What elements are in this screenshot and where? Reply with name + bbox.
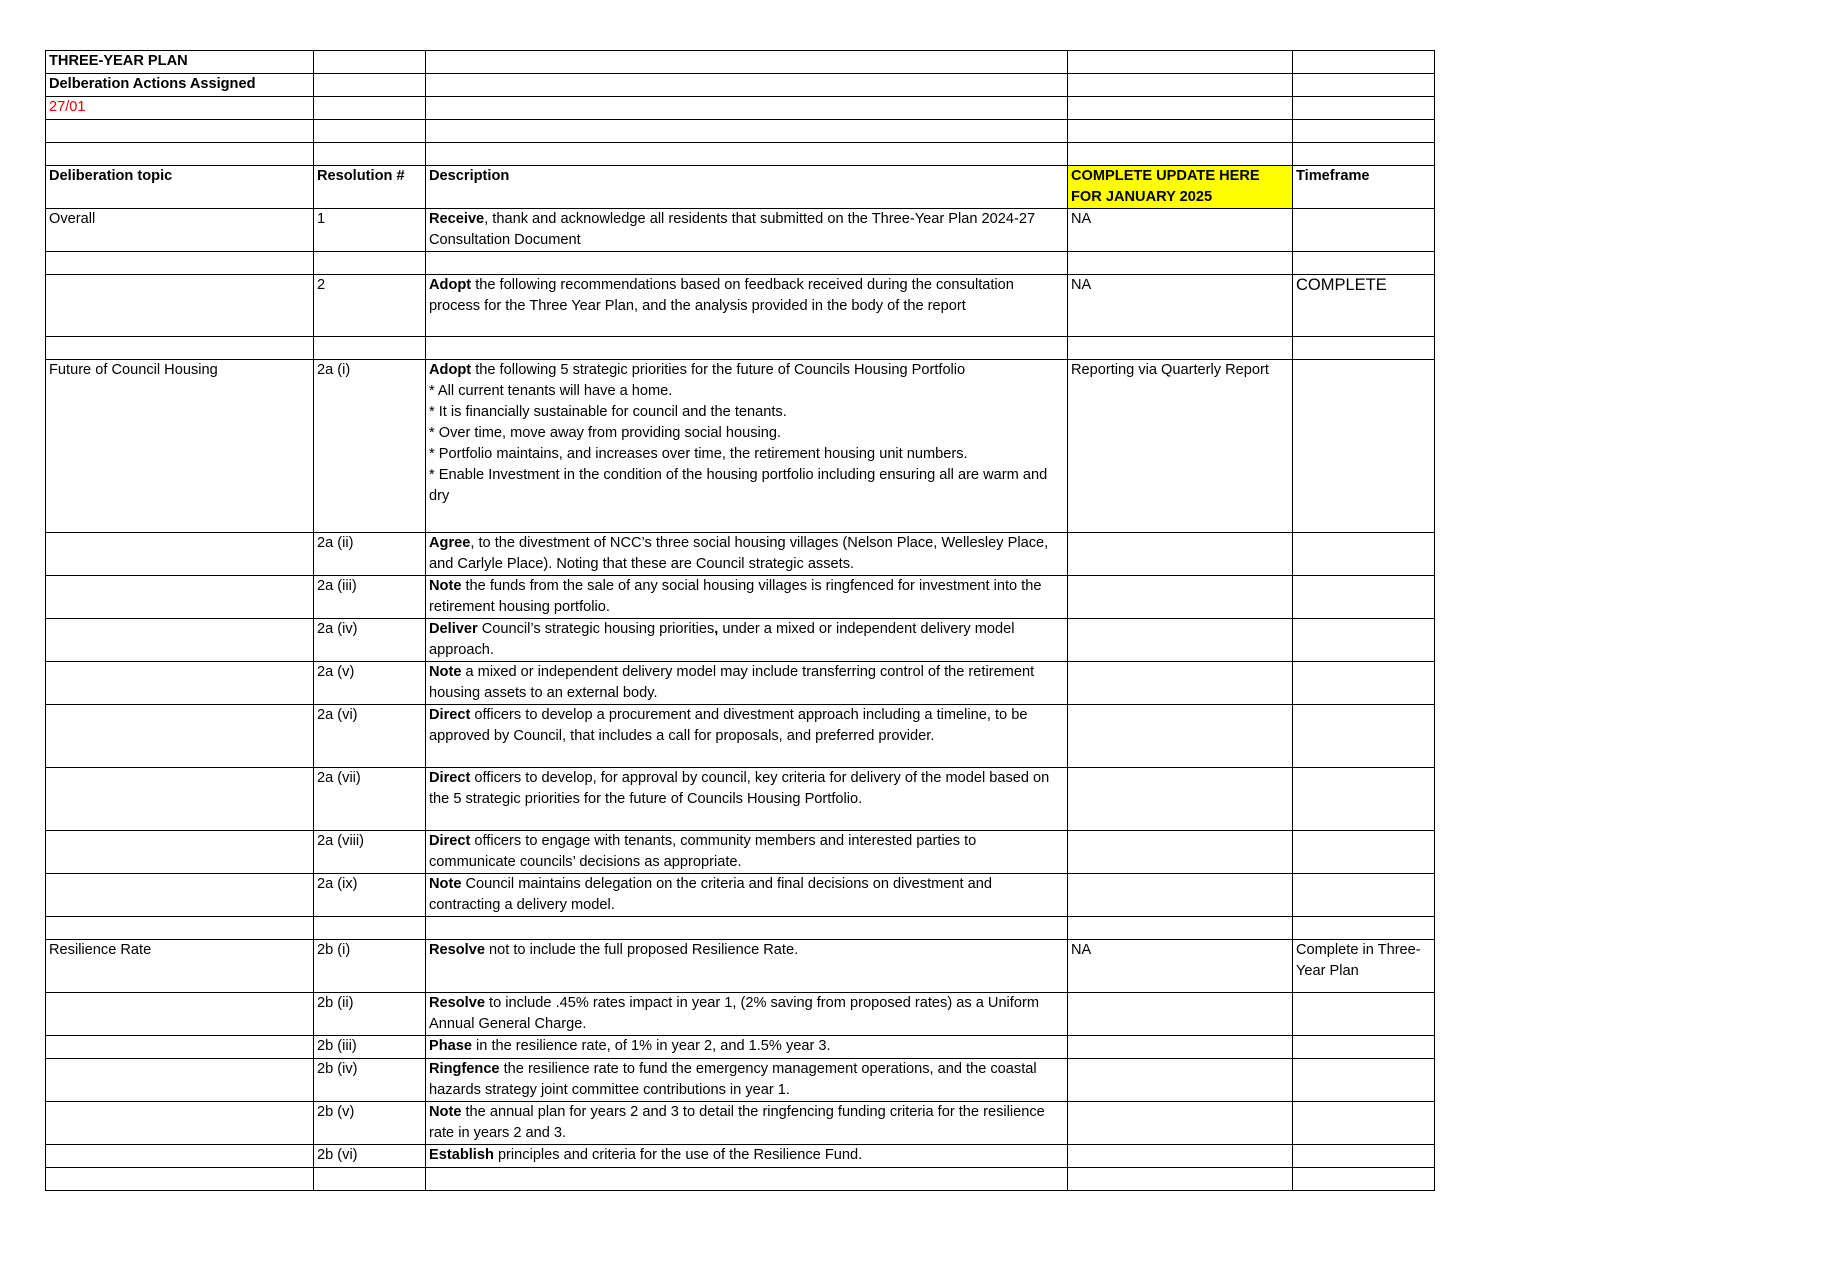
resolutions-sheet [45,50,1435,1191]
cell[interactable] [1293,1168,1435,1191]
description-comma: , [714,621,719,637]
update-cell[interactable] [1068,874,1293,917]
header-resolution[interactable]: Resolution # [314,166,426,209]
cell[interactable] [314,97,426,120]
timeframe-cell[interactable] [1293,874,1435,917]
timeframe-cell[interactable] [1293,1059,1435,1102]
table-row [46,874,1435,917]
description-text: a mixed or independent delivery model may include transferring control of the retirement housing assets to an external body. [429,664,1035,701]
description-text: officers to develop, for approval by council, key criteria for delivery of the model based on the 5 strategic priorities for the future of Councils Housing Portfolio. [429,770,1050,807]
description-cell[interactable] [426,360,1068,533]
cell[interactable] [1068,252,1293,275]
description-cell[interactable] [426,874,1068,917]
description-text: the funds from the sale of any social housing villages is ringfenced for investment into the retirement housing portfolio. [429,578,1042,615]
header-description[interactable]: Description [426,166,1068,209]
update-cell[interactable] [1068,1059,1293,1102]
cell[interactable] [1068,337,1293,360]
resolution-cell[interactable]: 2a (i) [314,360,426,533]
cell[interactable] [1068,917,1293,940]
cell[interactable] [1293,74,1435,97]
description-text: not to include the full proposed Resilience Rate. [484,942,799,958]
resolution-cell[interactable]: 2b (vi) [314,1145,426,1168]
description-text: the resilience rate to fund the emergency management operations, and the coastal hazards strategy joint committee contributions in year 1. [429,1061,1037,1098]
topic-cell[interactable] [46,533,314,576]
topic-cell[interactable] [46,831,314,874]
resolution-cell[interactable]: 2a (v) [314,662,426,705]
priority-bullet: * Over time, move away from providing social housing. [429,425,782,441]
empty-row [46,1168,1435,1191]
update-cell[interactable] [1068,705,1293,768]
action-verb: Agree [429,535,471,551]
cell[interactable] [314,917,426,940]
cell[interactable] [46,917,314,940]
action-verb: Adopt [429,362,472,378]
resolution-cell[interactable]: 2a (vi) [314,705,426,768]
timeframe-cell[interactable] [1293,1102,1435,1145]
description-text: Council maintains delegation on the criteria and final decisions on divestment and contracting a delivery model. [429,876,992,913]
cell[interactable] [426,97,1068,120]
description-text: officers to engage with tenants, community members and interested parties to communicate councils’ decisions as appropriate. [429,833,977,870]
resolution-cell[interactable]: 2b (iii) [314,1036,426,1059]
table-row [46,576,1435,619]
subtitle-row [46,74,1435,97]
cell[interactable] [314,252,426,275]
cell[interactable] [46,1168,314,1191]
table-row [46,209,1435,252]
cell[interactable] [1068,120,1293,143]
topic-cell[interactable] [46,619,314,662]
cell[interactable] [46,143,314,166]
cell[interactable] [1293,97,1435,120]
cell[interactable] [1068,51,1293,74]
timeframe-cell[interactable] [1293,1036,1435,1059]
topic-cell[interactable] [46,1036,314,1059]
action-verb: Adopt [429,277,472,293]
action-verb: Phase [429,1038,472,1054]
topic-cell[interactable] [46,768,314,831]
resolution-cell[interactable]: 2a (viii) [314,831,426,874]
timeframe-cell[interactable] [1293,993,1435,1036]
update-cell[interactable] [1068,768,1293,831]
timeframe-cell[interactable] [1293,360,1435,533]
empty-row [46,917,1435,940]
update-cell[interactable] [1068,1145,1293,1168]
table-row [46,705,1435,768]
empty-row [46,120,1435,143]
description-text: the following 5 strategic priorities for the future of Councils Housing Portfolio [471,362,966,378]
timeframe-cell[interactable] [1293,576,1435,619]
table-row [46,1102,1435,1145]
update-cell[interactable]: NA [1068,275,1293,337]
topic-cell[interactable] [46,662,314,705]
topic-cell[interactable] [46,1102,314,1145]
resolution-cell[interactable]: 2a (ix) [314,874,426,917]
timeframe-cell[interactable] [1293,1145,1435,1168]
cell[interactable] [426,51,1068,74]
cell[interactable] [1293,51,1435,74]
cell[interactable] [426,252,1068,275]
update-cell[interactable]: NA [1068,940,1293,993]
description-cell[interactable] [426,662,1068,705]
update-cell[interactable] [1068,662,1293,705]
empty-row [46,143,1435,166]
table-row [46,1059,1435,1102]
table-row [46,533,1435,576]
action-verb: Ringfence [429,1061,500,1077]
cell[interactable] [314,143,426,166]
cell[interactable] [1293,917,1435,940]
timeframe-cell[interactable] [1293,619,1435,662]
topic-cell[interactable] [46,874,314,917]
resolution-cell[interactable]: 2a (ii) [314,533,426,576]
header-topic[interactable]: Deliberation topic [46,166,314,209]
description-cell[interactable] [426,705,1068,768]
action-verb: Establish [429,1147,494,1163]
timeframe-cell[interactable]: COMPLETE [1293,275,1435,337]
sheet-title[interactable]: THREE-YEAR PLAN [46,51,314,74]
action-verb: Resolve [429,995,485,1011]
cell[interactable] [426,1168,1068,1191]
action-verb: Note [429,1104,462,1120]
update-cell[interactable] [1068,831,1293,874]
topic-cell[interactable] [46,993,314,1036]
cell[interactable] [426,917,1068,940]
table-row [46,768,1435,831]
description-cell[interactable] [426,209,1068,252]
table-row [46,360,1435,533]
description-cell[interactable] [426,1059,1068,1102]
update-cell[interactable] [1068,576,1293,619]
description-text: , thank and acknowledge all residents that submitted on the Three-Year Plan 2024-27 Consultation Document [429,211,1036,248]
update-cell[interactable]: Reporting via Quarterly Report [1068,360,1293,533]
cell[interactable] [46,337,314,360]
resolution-cell[interactable]: 2b (v) [314,1102,426,1145]
description-cell[interactable] [426,275,1068,337]
table-row [46,275,1435,337]
table-row [46,662,1435,705]
date-row [46,97,1435,120]
resolution-cell[interactable]: 2a (iv) [314,619,426,662]
cell[interactable] [314,74,426,97]
priority-bullet: * All current tenants will have a home. [429,383,673,399]
resolution-cell[interactable]: 2b (ii) [314,993,426,1036]
timeframe-cell[interactable] [1293,533,1435,576]
description-cell[interactable] [426,619,1068,662]
priority-bullet: * Portfolio maintains, and increases over time, the retirement housing unit numbers. [429,446,968,462]
cell[interactable] [1068,143,1293,166]
resolution-cell[interactable]: 2b (i) [314,940,426,993]
cell[interactable] [1068,1168,1293,1191]
priority-bullet: * It is financially sustainable for council and the tenants. [429,404,787,420]
update-cell[interactable]: NA [1068,209,1293,252]
cell[interactable] [426,337,1068,360]
sheet-date[interactable]: 27/01 [46,97,314,120]
description-cell[interactable] [426,768,1068,831]
table-row [46,1036,1435,1059]
description-cell[interactable] [426,533,1068,576]
cell[interactable] [426,143,1068,166]
header-timeframe[interactable]: Timeframe [1293,166,1435,209]
timeframe-cell[interactable] [1293,831,1435,874]
table-row [46,619,1435,662]
topic-cell[interactable] [46,576,314,619]
update-cell[interactable] [1068,619,1293,662]
action-verb: Receive [429,211,485,227]
cell[interactable] [1293,120,1435,143]
resolution-cell[interactable]: 1 [314,209,426,252]
resolution-cell[interactable]: 2 [314,275,426,337]
timeframe-cell[interactable] [1293,209,1435,252]
action-verb: Note [429,578,462,594]
cell[interactable] [426,74,1068,97]
timeframe-cell[interactable]: Complete in Three-Year Plan [1293,940,1435,993]
description-text: Council’s strategic housing priorities [477,621,715,637]
topic-cell[interactable]: Resilience Rate [46,940,314,993]
cell[interactable] [314,120,426,143]
topic-cell[interactable] [46,705,314,768]
description-text: , to the divestment of NCC’s three social housing villages (Nelson Place, Wellesley Place, and Carlyle Place). Noting that these are Council strategic assets. [429,535,1049,572]
empty-row [46,252,1435,275]
topic-cell[interactable]: Overall [46,209,314,252]
description-cell[interactable] [426,940,1068,993]
resolution-cell[interactable]: 2a (vii) [314,768,426,831]
priority-bullet: * Enable Investment in the condition of the housing portfolio including ensuring all are warm and dry [429,467,1048,504]
description-cell[interactable] [426,993,1068,1036]
timeframe-cell[interactable] [1293,705,1435,768]
cell[interactable] [426,120,1068,143]
column-header-row [46,166,1435,209]
description-text: to include .45% rates impact in year 1, (2% saving from proposed rates) as a Uniform Annual General Charge. [429,995,1039,1032]
topic-cell[interactable] [46,275,314,337]
action-verb: Direct [429,833,471,849]
table-row [46,993,1435,1036]
topic-cell[interactable] [46,1145,314,1168]
empty-row [46,337,1435,360]
timeframe-cell[interactable] [1293,768,1435,831]
update-cell[interactable] [1068,993,1293,1036]
description-cell[interactable] [426,576,1068,619]
update-cell[interactable] [1068,1102,1293,1145]
cell[interactable] [46,120,314,143]
title-row [46,51,1435,74]
description-text: in the resilience rate, of 1% in year 2, and 1.5% year 3. [472,1038,831,1054]
action-verb: Note [429,876,462,892]
table-row [46,831,1435,874]
description-text: the following recommendations based on feedback received during the consultation process for the Three Year Plan, and the analysis provided in the body of the report [429,277,1014,314]
resolution-cell[interactable]: 2a (iii) [314,576,426,619]
description-text: under a mixed or independent delivery model approach. [429,621,1015,658]
update-cell[interactable] [1068,1036,1293,1059]
cell[interactable] [314,51,426,74]
header-update[interactable]: COMPLETE UPDATE HERE FOR JANUARY 2025 [1068,166,1293,209]
description-cell[interactable] [426,1145,1068,1168]
description-cell[interactable] [426,831,1068,874]
timeframe-cell[interactable] [1293,662,1435,705]
sheet-subtitle[interactable]: Delberation Actions Assigned [46,74,314,97]
action-verb: Resolve [429,942,485,958]
cell[interactable] [1293,143,1435,166]
cell[interactable] [314,1168,426,1191]
resolution-cell[interactable]: 2b (iv) [314,1059,426,1102]
table-row [46,1145,1435,1168]
topic-cell[interactable] [46,1059,314,1102]
cell[interactable] [1068,97,1293,120]
action-verb: Note [429,664,462,680]
cell[interactable] [1293,337,1435,360]
description-text: principles and criteria for the use of the Resilience Fund. [493,1147,863,1163]
cell[interactable] [1068,74,1293,97]
cell[interactable] [1293,252,1435,275]
cell[interactable] [46,252,314,275]
description-cell[interactable] [426,1036,1068,1059]
cell[interactable] [314,337,426,360]
table-row [46,940,1435,993]
topic-cell[interactable]: Future of Council Housing [46,360,314,533]
action-verb: Direct [429,707,471,723]
action-verb: Deliver [429,621,478,637]
description-text: the annual plan for years 2 and 3 to detail the ringfencing funding criteria for the resilience rate in years 2 and 3. [429,1104,1045,1141]
description-text: officers to develop a procurement and divestment approach including a timeline, to be approved by Council, that includes a call for proposals, and preferred provider. [429,707,1028,744]
update-cell[interactable] [1068,533,1293,576]
description-cell[interactable] [426,1102,1068,1145]
action-verb: Direct [429,770,471,786]
